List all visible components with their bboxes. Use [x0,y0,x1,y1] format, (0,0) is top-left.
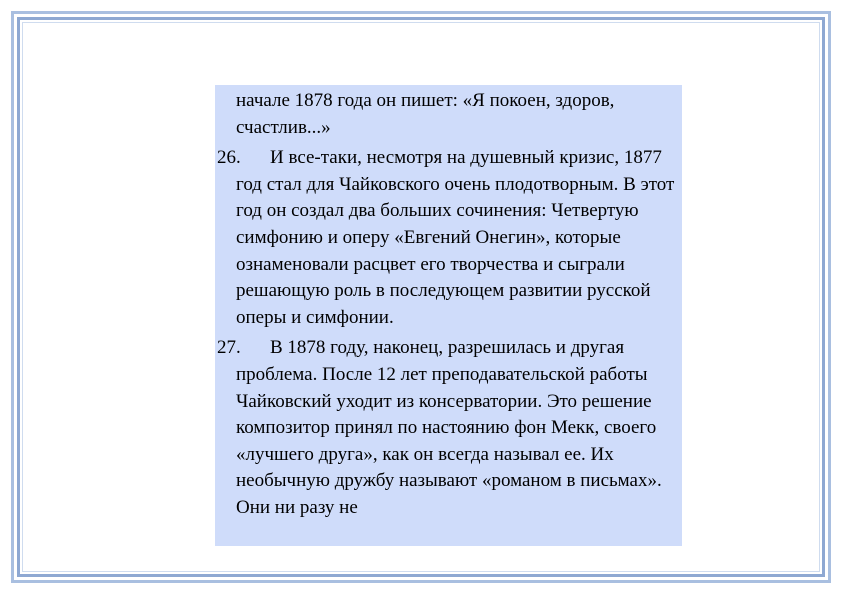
text-block [215,85,682,546]
paragraph-continued [217,88,680,141]
paragraph-number: 26. [217,147,241,169]
paragraph-text: начале 1878 года он пишет: «Я покоен, здоров, счастлив...» [236,90,615,138]
paragraph-27 [217,335,680,521]
paragraph-number: 27. [217,337,241,359]
paragraph-text: И все-таки, несмотря на душевный кризис, 1877 год стал для Чайковского очень плодотворным. В этот год он создал два больших сочинения: Четвертую симфонию и оперу «Евгений Онегин», которые ознаменовали расцвет его творчества и сыграли решающую роль в последующем развитии русской оперы и симфонии. [236,147,675,328]
paragraph-text: В 1878 году, наконец, разрешилась и другая проблема. После 12 лет преподавательской работы Чайковский уходит из консерватории. Это решение композитор принял по настоянию фон Мекк, своего «лучшего друга», как он всегда называл ее. Их необычную дружбу называют «романом в письмах». Они ни разу не [236,337,662,518]
paragraph-26 [217,145,680,331]
